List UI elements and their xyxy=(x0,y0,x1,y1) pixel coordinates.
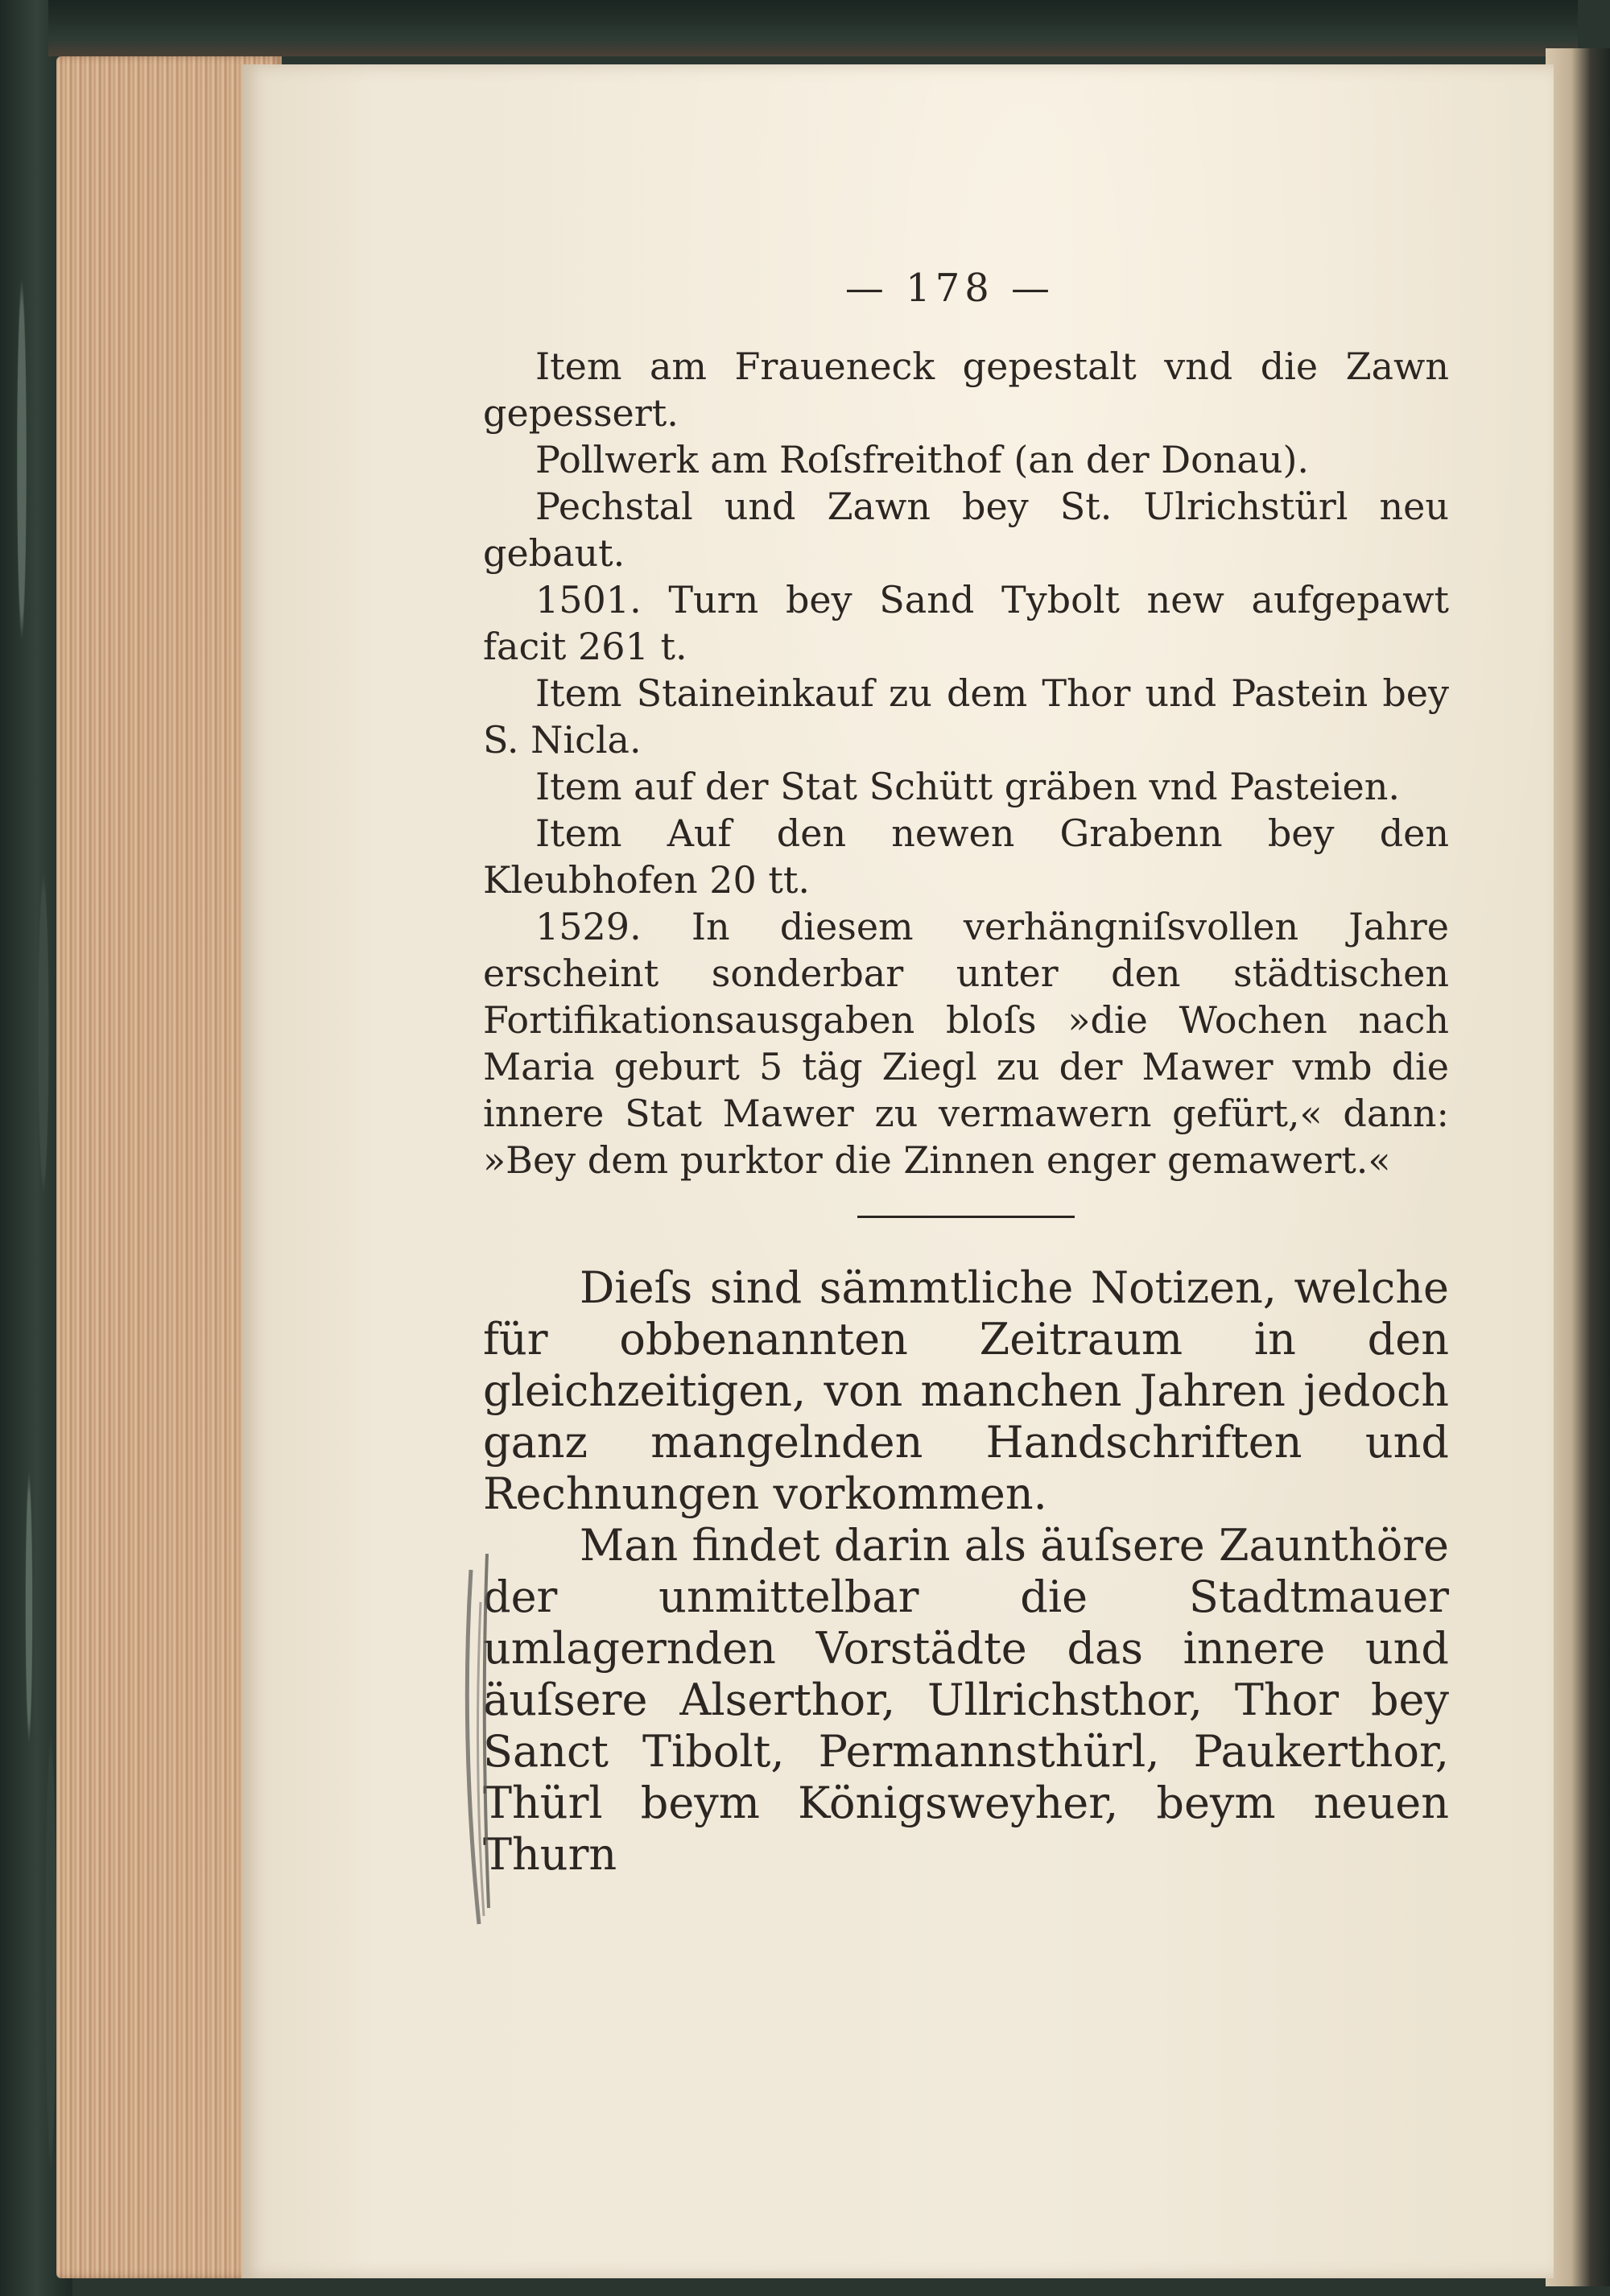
entry: Item Staineinkauf zu dem Thor und Pastein bey S. Nicla. xyxy=(483,671,1449,762)
paragraph: Man findet darin als äuſsere Zaunthöre der unmittelbar die Stadtmauer umlagernden Vorstädte das innere und äuſsere Alserthor, Ullrichsthor, Thor bey Sanct Tibolt, Permannsthürl, Paukerthor, Thürl beym Königsweyher, beym neuen Thurn xyxy=(483,1520,1449,1880)
entry: Pechstal und Zawn bey St. Ulrichstürl neu gebaut. xyxy=(483,485,1449,575)
right-page-curl xyxy=(1546,48,1610,2286)
entry: Item auf der Stat Schütt gräben vnd Pasteien. xyxy=(535,765,1401,808)
entry: 1501. Turn bey Sand Tybolt new aufgepawt facit 261 t. xyxy=(483,578,1449,668)
section-divider xyxy=(857,1216,1075,1218)
entry: 1529. In diesem verhängniſsvollen Jahre erscheint sonderbar unter den städtischen Fortifikationsausgaben bloſs »die Wochen nach Maria geburt 5 täg Ziegl zu der Mawer vmb die innere Stat Mawer zu vermawern gefürt,« dann: »Bey dem purktor die Zinnen enger gemawert.« xyxy=(483,905,1449,1182)
entry: Item Auf den newen Grabenn bey den Kleubhofen 20 tt. xyxy=(483,811,1449,902)
book-page xyxy=(242,64,1554,2278)
book-top-edge xyxy=(48,0,1578,56)
paragraph: Dieſs sind sämmtliche Notizen, welche für obbenannten Zeitraum in den gleichzeitigen, von manchen Jahren jedoch ganz mangelnden Handschriften und Rechnungen vorkommen. xyxy=(483,1262,1449,1519)
page-number: — 178 — xyxy=(844,266,1055,311)
pencil-margin-mark xyxy=(447,1554,511,1932)
page-text xyxy=(483,266,1449,1881)
entry: Pollwerk am Roſsfreithof (an der Donau). xyxy=(535,438,1310,481)
entry: Item am Fraueneck gepestalt vnd die Zawn gepessert. xyxy=(483,345,1449,435)
